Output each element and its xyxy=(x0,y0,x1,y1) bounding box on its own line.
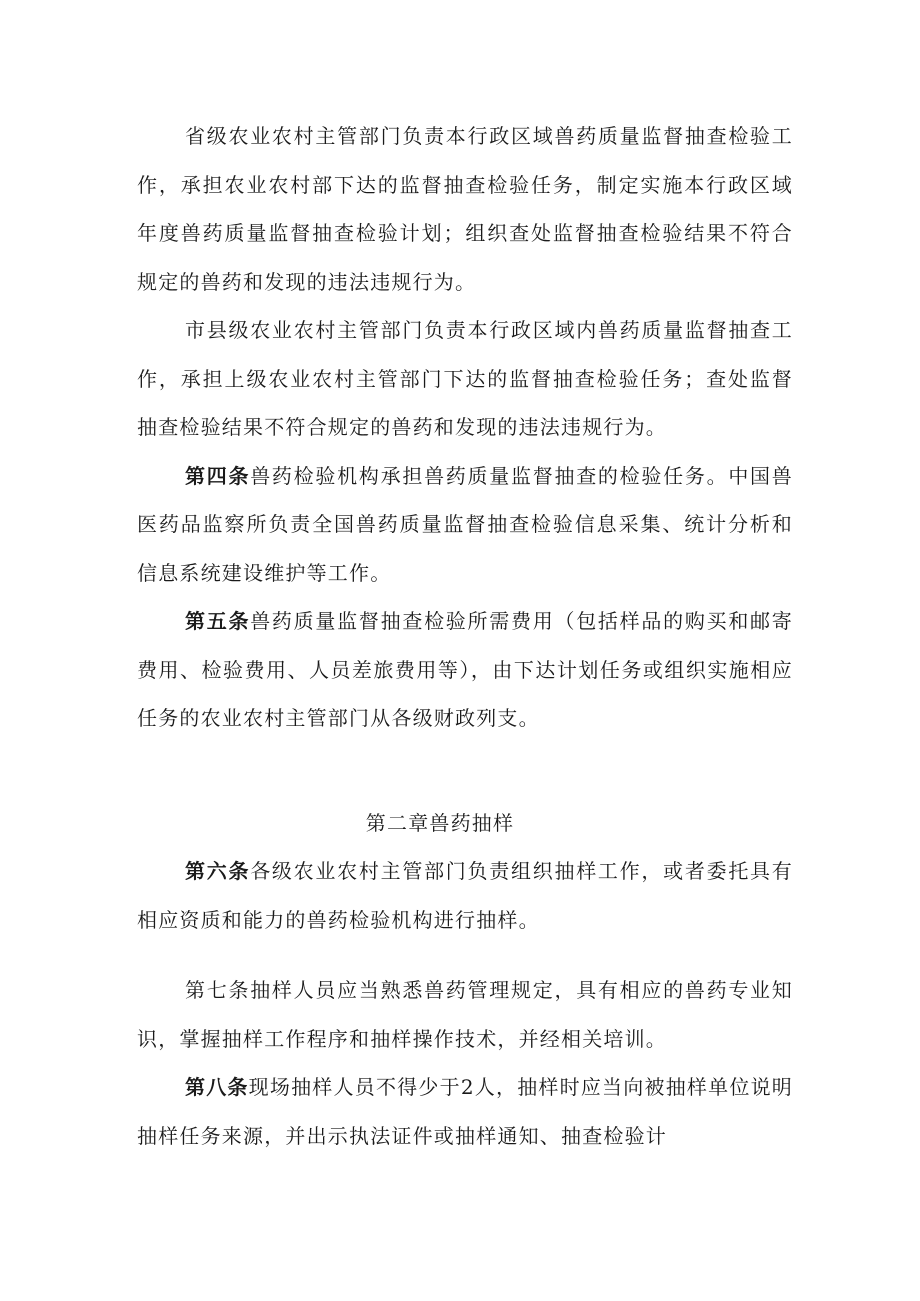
paragraph-article-6 xyxy=(137,847,793,944)
paragraph-article-4 xyxy=(137,452,793,598)
paragraph-municipal-duties xyxy=(137,306,793,452)
paragraph-text: 兽药质量监督抽查检验所需费用（包括样品的购买和邮寄费用、检验费用、人员差旅费用等），由下达计划任务或组织实施相应任务的农业农村主管部门从各级财政列支。 xyxy=(137,609,793,730)
article-number: 第六条 xyxy=(185,859,251,883)
paragraph-article-5 xyxy=(137,597,793,743)
document-page xyxy=(137,112,793,1160)
article-number: 第五条 xyxy=(185,609,251,633)
paragraph-text: 现场抽样人员不得少于2人，抽样时应当向被抽样单位说明抽样任务来源，并出示执法证件或抽样通知、抽查检验计 xyxy=(137,1075,793,1148)
article-number: 第八条 xyxy=(185,1075,249,1099)
paragraph-text: 兽药检验机构承担兽药质量监督抽查的检验任务。中国兽医药品监察所负责全国兽药质量监督抽查检验信息采集、统计分析和信息系统建设维护等工作。 xyxy=(137,463,793,585)
paragraph-text: 市县级农业农村主管部门负责本行政区域内兽药质量监督抽查工作，承担上级农业农村主管部门下达的监督抽查检验任务；查处监督抽查检验结果不符合规定的兽药和发现的违法违规行为。 xyxy=(137,318,793,439)
paragraph-text: 各级农业农村主管部门负责组织抽样工作，或者委托具有相应资质和能力的兽药检验机构进行抽样。 xyxy=(137,859,793,932)
paragraph-article-7 xyxy=(137,966,793,1063)
paragraph-provincial-duties xyxy=(137,112,793,306)
paragraph-text: 第七条抽样人员应当熟悉兽药管理规定，具有相应的兽药专业知识，掌握抽样工作程序和抽样操作技术，并经相关培训。 xyxy=(137,978,793,1051)
paragraph-article-8 xyxy=(137,1063,793,1160)
article-number: 第四条 xyxy=(185,463,251,488)
paragraph-text: 省级农业农村主管部门负责本行政区域兽药质量监督抽查检验工作，承担农业农村部下达的监督抽查检验任务，制定实施本行政区域年度兽药质量监督抽查检验计划；组织查处监督抽查检验结果不符合规定的兽药和发现的违法违规行为。 xyxy=(137,124,793,294)
chapter-title: 第二章兽药抽样 xyxy=(365,810,515,835)
